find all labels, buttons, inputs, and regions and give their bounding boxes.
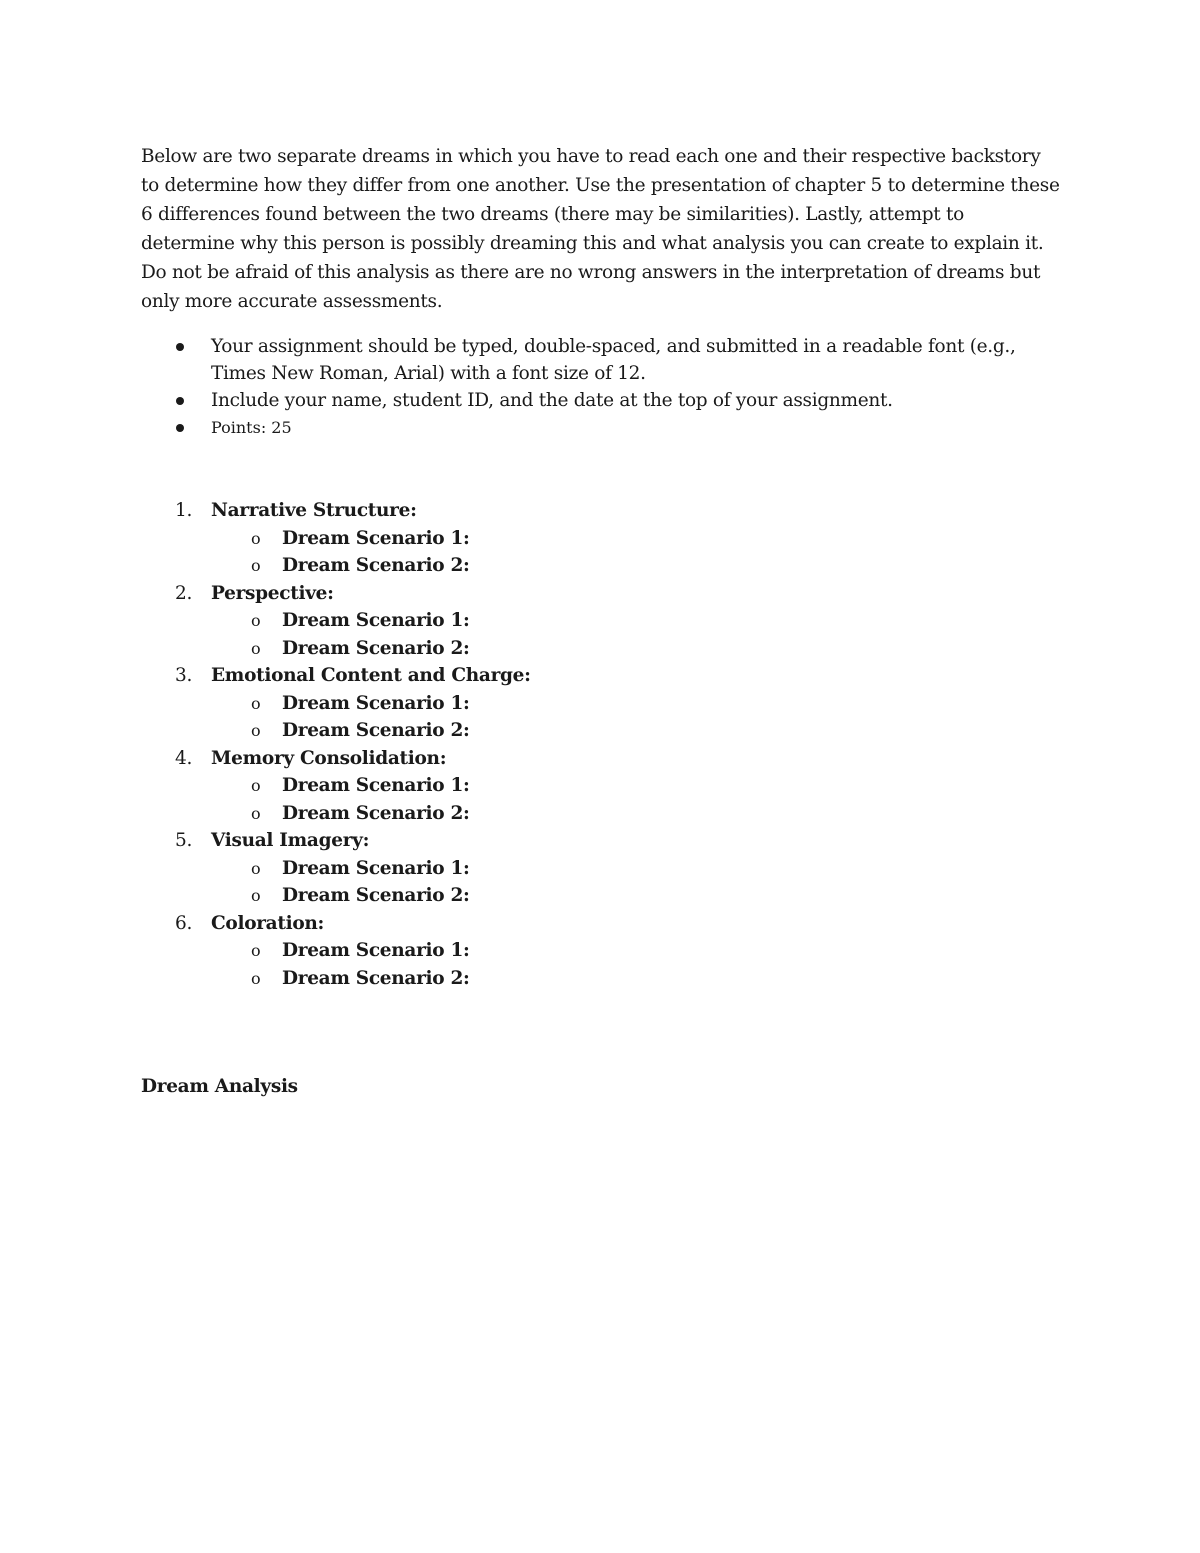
scenario-label: Dream Scenario 1: xyxy=(282,857,470,879)
criterion-coloration xyxy=(141,910,1061,993)
criterion-heading: Emotional Content and Charge: xyxy=(211,665,531,686)
bullet-icon xyxy=(176,424,184,432)
scenario-label: Dream Scenario 1: xyxy=(282,610,470,631)
scenario-label: Dream Scenario 2: xyxy=(282,637,470,659)
scenario-label: Dream Scenario 2: xyxy=(282,555,470,576)
scenario-item xyxy=(211,717,1061,745)
circle-bullet-icon: o xyxy=(251,968,261,988)
scenario-item xyxy=(211,635,1061,663)
circle-bullet-icon: o xyxy=(251,858,261,878)
criterion-emotional-content xyxy=(141,662,1061,745)
scenario-item xyxy=(211,800,1061,828)
criterion-number: 1. xyxy=(175,500,193,521)
scenario-item xyxy=(211,525,1061,553)
scenario-item xyxy=(211,552,1061,580)
scenario-label: Dream Scenario 1: xyxy=(282,527,470,549)
intro-paragraph: Below are two separate dreams in which you have to read each one and their respective backstory to determine how they differ from one another. Use the presentation of chapter 5 to determine these 6 differences found between the two dreams (there may be similarities). Lastly, attempt to determine why this person is possibly dreaming this and what analysis you can create to explain it. Do not be afraid of this analysis as there are no wrong answers in the interpretation of dreams but only more accurate assessments. xyxy=(141,146,1060,312)
circle-bullet-icon: o xyxy=(251,721,261,740)
scenario-list xyxy=(211,607,1061,662)
bullet-icon xyxy=(176,397,184,405)
scenario-label: Dream Scenario 2: xyxy=(282,885,470,906)
requirement-item xyxy=(141,387,1061,414)
scenario-label: Dream Scenario 1: xyxy=(282,692,470,714)
requirement-text: Include your name, student ID, and the date at the top of your assignment. xyxy=(211,390,893,411)
circle-bullet-icon: o xyxy=(251,638,261,658)
circle-bullet-icon: o xyxy=(251,941,261,960)
scenario-list xyxy=(211,772,1061,827)
section-title-dream-analysis: Dream Analysis xyxy=(141,1076,298,1097)
scenario-item xyxy=(211,690,1061,718)
circle-bullet-icon: o xyxy=(251,611,261,630)
scenario-item xyxy=(211,772,1061,800)
scenario-item xyxy=(211,855,1061,883)
scenario-label: Dream Scenario 1: xyxy=(282,940,470,961)
circle-bullet-icon: o xyxy=(251,693,261,713)
scenario-item xyxy=(211,965,1061,993)
criterion-narrative-structure xyxy=(141,497,1061,580)
criterion-number: 5. xyxy=(175,830,193,851)
criterion-visual-imagery xyxy=(141,827,1061,910)
scenario-label: Dream Scenario 2: xyxy=(282,720,470,741)
circle-bullet-icon: o xyxy=(251,886,261,905)
criterion-number: 2. xyxy=(175,582,193,604)
scenario-label: Dream Scenario 2: xyxy=(282,967,470,989)
scenario-label: Dream Scenario 1: xyxy=(282,775,470,796)
criterion-heading: Visual Imagery: xyxy=(211,830,370,851)
criterion-heading: Perspective: xyxy=(211,582,334,604)
requirements-list xyxy=(141,333,1061,441)
criterion-number: 3. xyxy=(175,665,193,686)
bullet-icon xyxy=(176,343,184,351)
points-text: Points: 25 xyxy=(211,418,292,437)
scenario-item xyxy=(211,607,1061,635)
scenario-list xyxy=(211,525,1061,580)
criteria-list xyxy=(141,497,1061,992)
requirement-item xyxy=(141,333,1061,387)
circle-bullet-icon: o xyxy=(251,528,261,548)
scenario-list xyxy=(211,690,1061,745)
requirement-text: Your assignment should be typed, double-spaced, and submitted in a readable font (e.g., Times New Roman, Arial) with a font size of 12. xyxy=(211,336,1016,384)
criterion-heading: Narrative Structure: xyxy=(211,500,417,521)
circle-bullet-icon: o xyxy=(251,803,261,823)
requirement-item xyxy=(141,414,1061,441)
criterion-heading: Coloration: xyxy=(211,912,325,934)
criterion-perspective xyxy=(141,580,1061,663)
scenario-list xyxy=(211,855,1061,910)
circle-bullet-icon: o xyxy=(251,776,261,795)
circle-bullet-icon: o xyxy=(251,556,261,575)
criterion-number: 6. xyxy=(175,912,193,934)
scenario-item xyxy=(211,937,1061,965)
scenario-item xyxy=(211,882,1061,910)
scenario-label: Dream Scenario 2: xyxy=(282,802,470,824)
scenario-list xyxy=(211,937,1061,992)
criterion-number: 4. xyxy=(175,747,193,769)
criterion-heading: Memory Consolidation: xyxy=(211,747,447,769)
criterion-memory-consolidation xyxy=(141,745,1061,828)
